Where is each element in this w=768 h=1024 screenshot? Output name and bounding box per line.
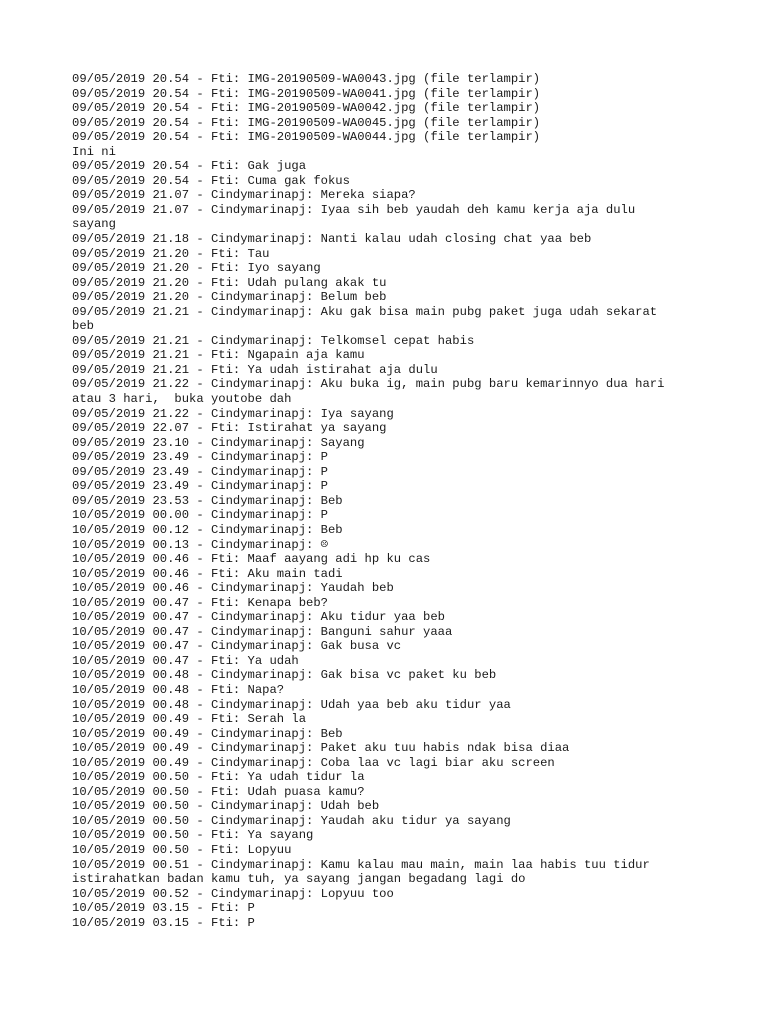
chat-line: Ini ni [72,144,116,159]
chat-line: 10/05/2019 00.47 - Cindymarinapj: Gak busa vc [72,639,402,654]
chat-line: 09/05/2019 21.18 - Cindymarinapj: Nanti kalau udah closing chat yaa beb [72,232,592,247]
chat-line: 10/05/2019 00.50 - Fti: Ya udah tidur la [72,770,365,785]
chat-line: 09/05/2019 21.20 - Fti: Iyo sayang [72,261,321,276]
chat-line: 10/05/2019 00.48 - Fti: Napa? [72,682,285,697]
chat-line: 10/05/2019 00.47 - Fti: Kenapa beb? [72,595,328,610]
chat-line: 10/05/2019 00.47 - Cindymarinapj: Banguni sahur yaaa [72,624,453,639]
chat-line: 10/05/2019 00.48 - Cindymarinapj: Udah yaa beb aku tidur yaa [72,697,511,712]
chat-line: 10/05/2019 00.49 - Fti: Serah la [72,712,307,727]
chat-line: 09/05/2019 21.21 - Cindymarinapj: Telkomsel cepat habis [72,333,475,348]
chat-line: 09/05/2019 23.53 - Cindymarinapj: Beb [72,493,343,508]
chat-line: beb [72,319,94,334]
chat-line: 09/05/2019 20.54 - Fti: IMG-20190509-WA0041.jpg (file terlampir) [72,86,541,101]
chat-line: 10/05/2019 00.51 - Cindymarinapj: Kamu kalau mau main, main laa habis tuu tidur [72,857,650,872]
chat-line: sayang [72,217,116,232]
chat-line: 09/05/2019 21.21 - Cindymarinapj: Aku gak bisa main pubg paket juga udah sekarat [72,304,658,319]
chat-line: 09/05/2019 21.20 - Fti: Udah pulang akak tu [72,275,387,290]
chat-line: 09/05/2019 23.49 - Cindymarinapj: P [72,479,328,494]
chat-line: 10/05/2019 00.13 - Cindymarinapj: ☹ [72,537,329,552]
chat-line: 10/05/2019 03.15 - Fti: P [72,901,255,916]
chat-line: 09/05/2019 23.49 - Cindymarinapj: P [72,450,328,465]
chat-line: 09/05/2019 20.54 - Fti: Gak juga [72,159,307,174]
chat-line: 09/05/2019 21.07 - Cindymarinapj: Iyaa sih beb yaudah deh kamu kerja aja dulu [72,202,636,217]
chat-line: 09/05/2019 20.54 - Fti: Cuma gak fokus [72,173,350,188]
chat-line: 10/05/2019 00.49 - Cindymarinapj: Paket aku tuu habis ndak bisa diaa [72,741,570,756]
chat-line: 10/05/2019 00.50 - Fti: Ya sayang [72,828,314,843]
chat-line: 10/05/2019 00.00 - Cindymarinapj: P [72,508,328,523]
chat-line: 10/05/2019 00.46 - Cindymarinapj: Yaudah beb [72,581,394,596]
chat-line: 09/05/2019 22.07 - Fti: Istirahat ya sayang [72,421,387,436]
chat-line: 09/05/2019 21.20 - Cindymarinapj: Belum beb [72,290,387,305]
chat-line: 10/05/2019 00.47 - Cindymarinapj: Aku tidur yaa beb [72,610,445,625]
chat-line: 10/05/2019 00.50 - Fti: Lopyuu [72,842,292,857]
chat-line: 10/05/2019 03.15 - Fti: P [72,915,255,930]
chat-line: atau 3 hari, buka youtobe dah [72,392,292,407]
chat-line: 09/05/2019 20.54 - Fti: IMG-20190509-WA0045.jpg (file terlampir) [72,115,541,130]
chat-line: 09/05/2019 21.21 - Fti: Ya udah istirahat aja dulu [72,362,438,377]
chat-line: 10/05/2019 00.50 - Cindymarinapj: Udah beb [72,799,380,814]
chat-line: 09/05/2019 23.49 - Cindymarinapj: P [72,464,328,479]
chat-line: 09/05/2019 20.54 - Fti: IMG-20190509-WA0044.jpg (file terlampir) [72,130,541,145]
chat-line: 10/05/2019 00.48 - Cindymarinapj: Gak bisa vc paket ku beb [72,668,497,683]
chat-line: 09/05/2019 21.22 - Cindymarinapj: Iya sayang [72,406,394,421]
chat-line: 09/05/2019 23.10 - Cindymarinapj: Sayang [72,435,365,450]
chat-line: 09/05/2019 21.21 - Fti: Ngapain aja kamu [72,348,365,363]
chat-line: 10/05/2019 00.47 - Fti: Ya udah [72,653,299,668]
chat-line: 10/05/2019 00.50 - Cindymarinapj: Yaudah aku tidur ya sayang [72,813,511,828]
chat-log-document [72,72,712,930]
chat-line: 10/05/2019 00.52 - Cindymarinapj: Lopyuu too [72,886,394,901]
chat-line: 10/05/2019 00.49 - Cindymarinapj: Beb [72,726,343,741]
chat-line: 10/05/2019 00.46 - Fti: Maaf aayang adi hp ku cas [72,552,431,567]
chat-line: 09/05/2019 21.20 - Fti: Tau [72,246,270,261]
chat-line: 09/05/2019 21.22 - Cindymarinapj: Aku buka ig, main pubg baru kemarinnyo dua hari [72,377,665,392]
chat-line: 09/05/2019 20.54 - Fti: IMG-20190509-WA0042.jpg (file terlampir) [72,101,541,116]
chat-line: 09/05/2019 20.54 - Fti: IMG-20190509-WA0043.jpg (file terlampir) [72,72,541,86]
chat-line: istirahatkan badan kamu tuh, ya sayang jangan begadang lagi do [72,872,526,887]
chat-line: 10/05/2019 00.12 - Cindymarinapj: Beb [72,522,343,537]
chat-line: 10/05/2019 00.50 - Fti: Udah puasa kamu? [72,784,365,799]
chat-line: 09/05/2019 21.07 - Cindymarinapj: Mereka siapa? [72,188,416,203]
chat-line: 10/05/2019 00.49 - Cindymarinapj: Coba laa vc lagi biar aku screen [72,755,555,770]
chat-line: 10/05/2019 00.46 - Fti: Aku main tadi [72,566,343,581]
